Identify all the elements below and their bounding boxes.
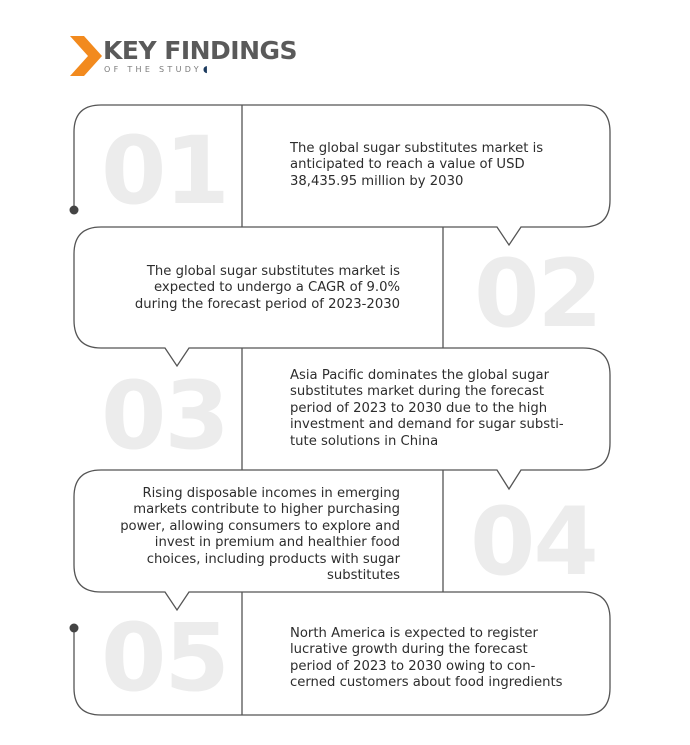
finding-02-line: during the forecast period of 2023-2030 — [134, 296, 400, 312]
finding-05-line: North America is expected to register — [290, 626, 538, 641]
page-title: KEY FINDINGS — [103, 36, 298, 65]
finding-04-line: substitutes — [327, 568, 400, 584]
finding-03-line: period of 2023 to 2030 due to the high — [290, 400, 548, 416]
chevron-logo-icon — [70, 36, 102, 76]
finding-04-line: markets contribute to higher purchasing — [133, 502, 400, 518]
header — [70, 36, 370, 78]
timeline-end-dot — [70, 624, 79, 633]
finding-text-05 — [290, 626, 563, 692]
page-subtitle — [104, 65, 208, 75]
finding-text-03 — [290, 368, 564, 450]
finding-number-05: 05 — [101, 604, 228, 713]
finding-02-line: The global sugar substitutes market is — [146, 264, 400, 279]
finding-04-line: Rising disposable incomes in emerging — [142, 486, 400, 501]
finding-01-line: The global sugar substitutes market is — [290, 141, 544, 156]
finding-05-line: lucrative growth during the forecast — [290, 642, 528, 658]
finding-03-line: investment and demand for sugar substi- — [290, 417, 564, 433]
finding-03-line: Asia Pacific dominates the global sugar — [290, 368, 550, 383]
finding-text-01 — [290, 141, 543, 190]
timeline-start-dot — [70, 206, 79, 215]
finding-number-04: 04 — [470, 488, 597, 597]
subtitle-text: OF THE STUDY — [104, 65, 202, 74]
finding-number-03: 03 — [101, 362, 228, 471]
finding-03-line: substitutes market during the forecast — [290, 384, 545, 400]
finding-number-01: 01 — [101, 117, 228, 226]
finding-01-line: 38,435.95 million by 2030 — [290, 173, 464, 189]
finding-05-line: cerned customers about food ingredients — [290, 675, 563, 691]
finding-03-line: tute solutions in China — [290, 433, 439, 449]
finding-04-line: choices, including products with sugar — [146, 551, 400, 567]
finding-text-04 — [120, 486, 400, 584]
finding-number-02: 02 — [474, 240, 601, 349]
finding-04-line: invest in premium and healthier food — [154, 535, 400, 551]
finding-05-line: period of 2023 to 2030 owing to con- — [290, 658, 536, 674]
finding-01-line: anticipated to reach a value of USD — [290, 157, 525, 173]
subtitle-mark-icon: ◖ — [202, 65, 208, 75]
finding-02-line: expected to undergo a CAGR of 9.0% — [154, 280, 400, 296]
finding-text-02 — [135, 264, 400, 313]
finding-04-line: power, allowing consumers to explore and — [120, 518, 400, 534]
